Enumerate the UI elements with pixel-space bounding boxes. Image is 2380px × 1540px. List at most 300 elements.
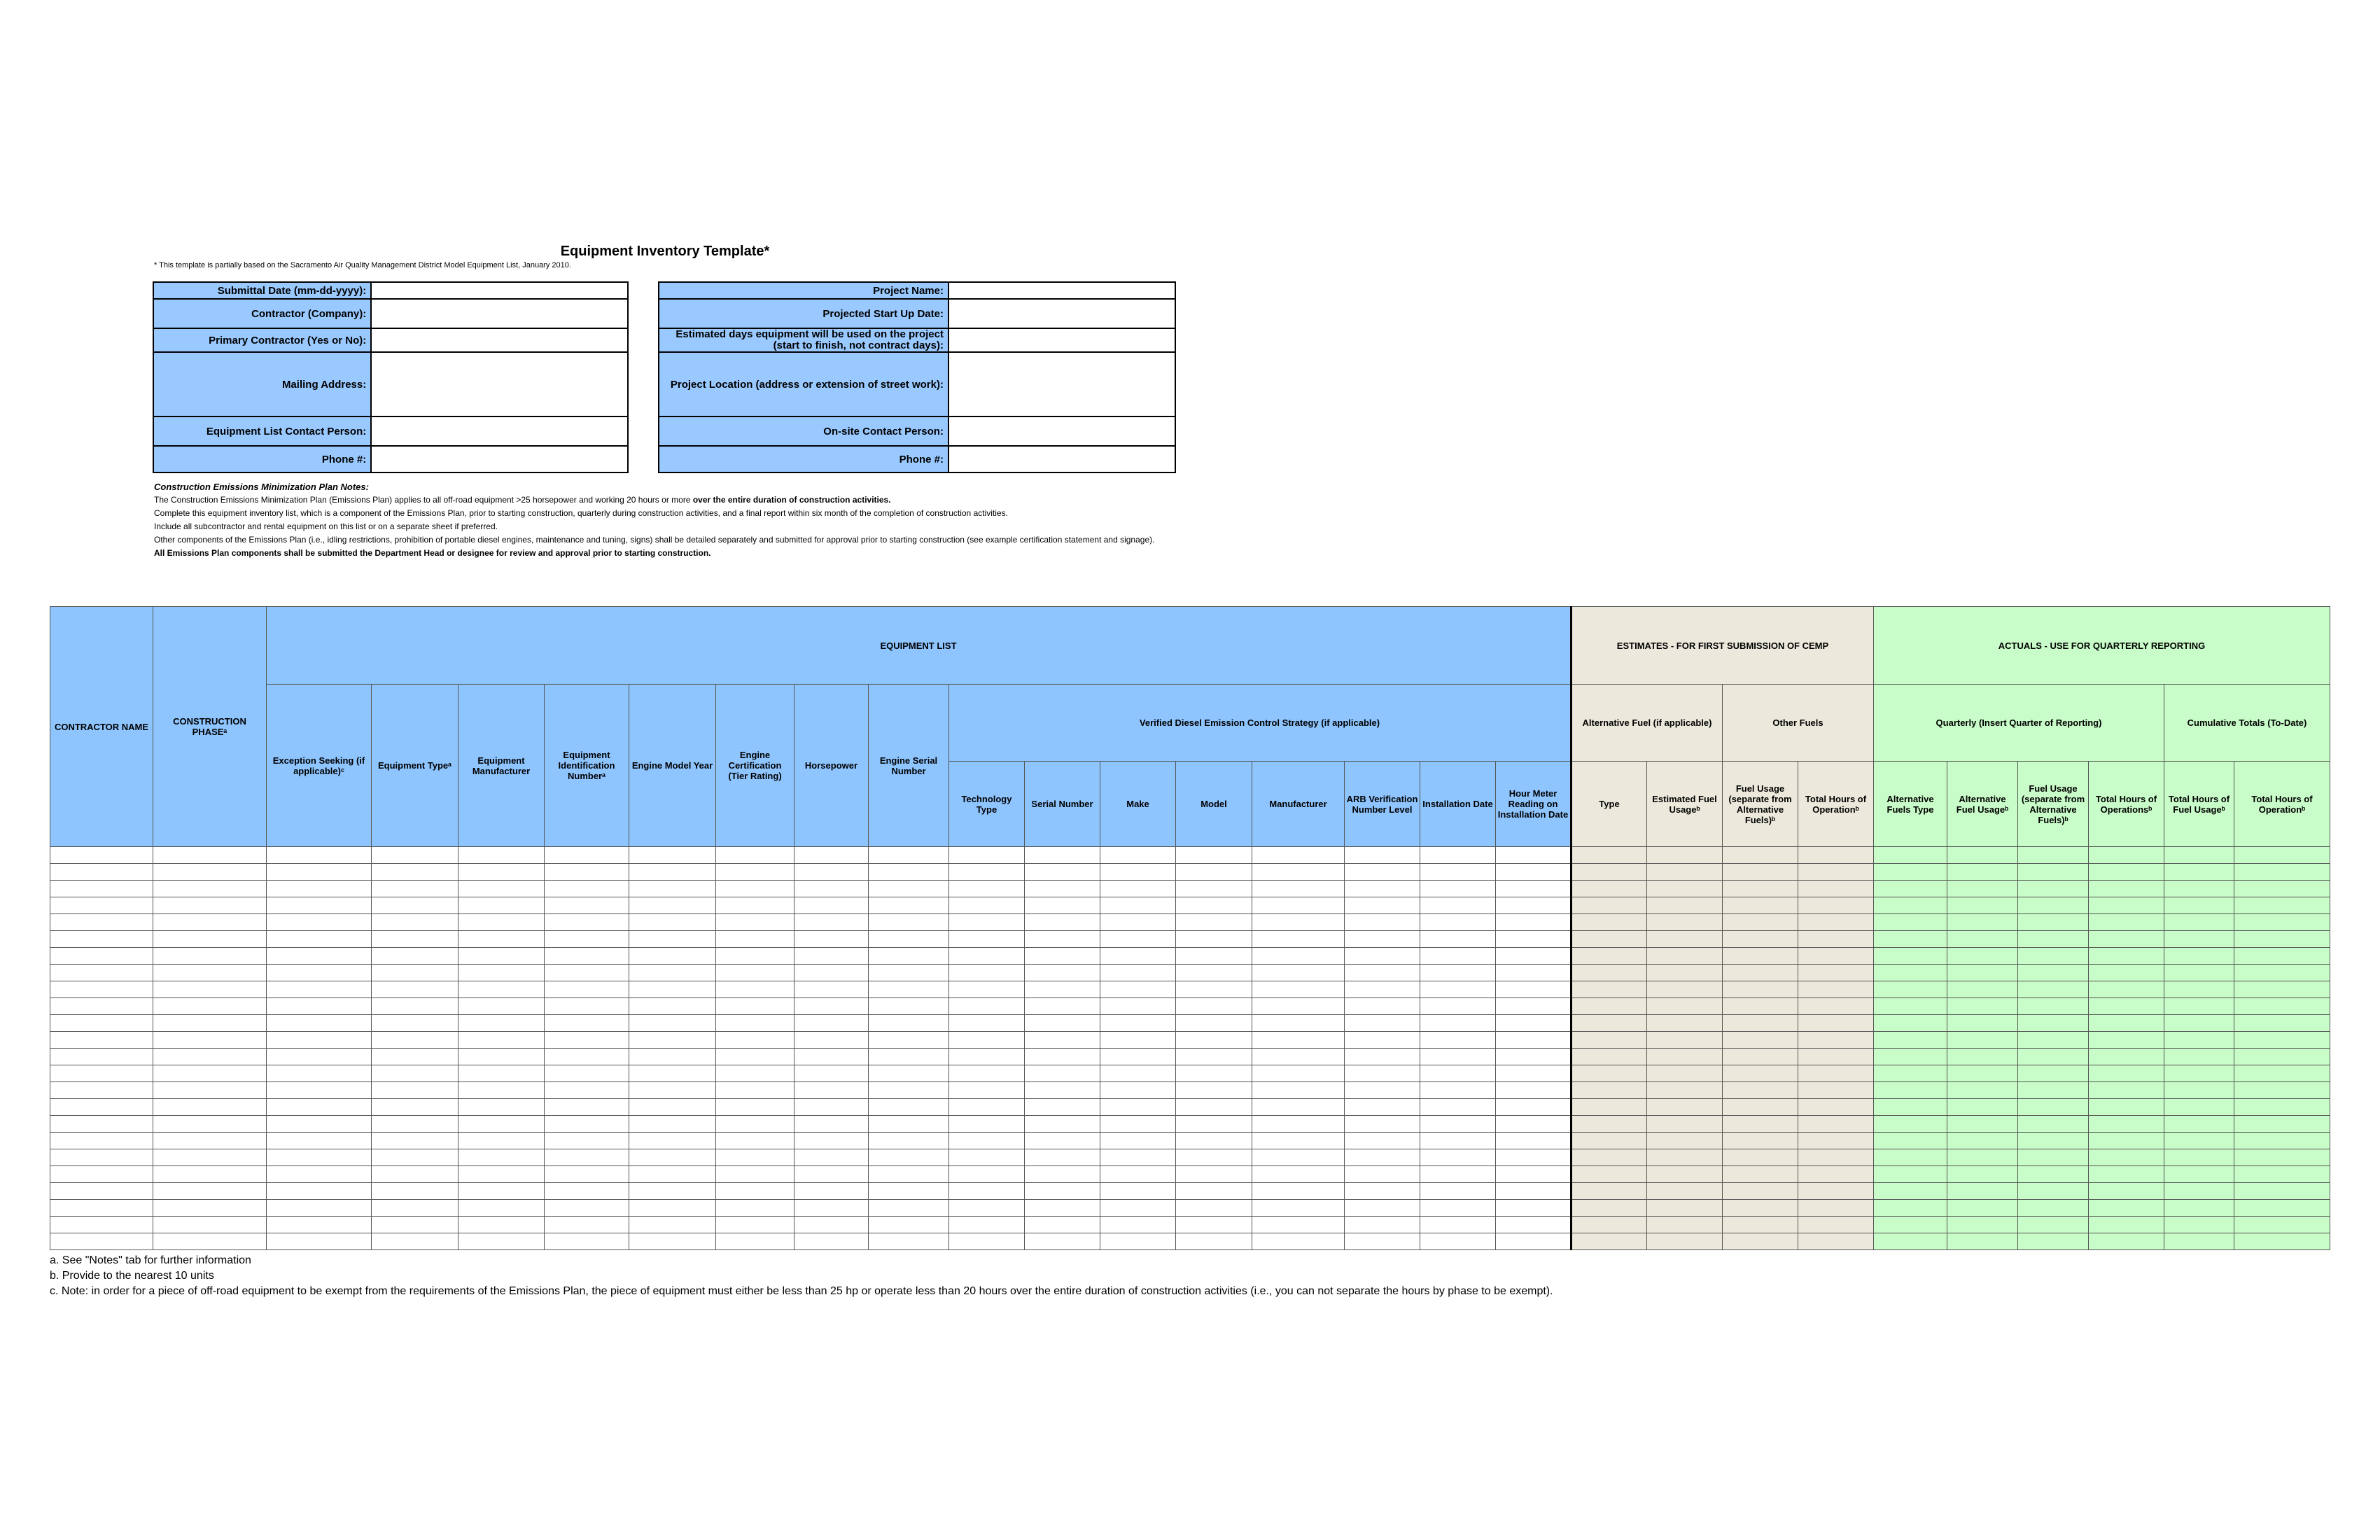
table-cell[interactable] [1798,948,1874,965]
table-cell[interactable] [1647,881,1723,897]
table-cell[interactable] [629,1015,716,1032]
table-cell[interactable] [1345,1183,1420,1200]
table-cell[interactable] [1100,1149,1176,1166]
table-cell[interactable] [1723,1200,1798,1217]
table-cell[interactable] [1723,1217,1798,1233]
table-cell[interactable] [545,914,629,931]
table-cell[interactable] [1647,1233,1723,1250]
table-cell[interactable] [1100,1183,1176,1200]
table-cell[interactable] [629,1099,716,1116]
table-cell[interactable] [1572,1015,1647,1032]
table-cell[interactable] [1252,864,1345,881]
table-cell[interactable] [1420,1166,1496,1183]
table-cell[interactable] [372,1099,458,1116]
table-cell[interactable] [153,1233,267,1250]
table-cell[interactable] [1798,1049,1874,1065]
table-cell[interactable] [2234,1166,2330,1183]
table-cell[interactable] [153,998,267,1015]
table-cell[interactable] [2164,1133,2234,1149]
table-cell[interactable] [1723,1116,1798,1133]
table-cell[interactable] [545,1065,629,1082]
table-cell[interactable] [372,864,458,881]
table-cell[interactable] [949,1133,1025,1149]
table-cell[interactable] [629,847,716,864]
table-cell[interactable] [267,1049,372,1065]
table-cell[interactable] [458,1183,545,1200]
table-cell[interactable] [1176,1217,1252,1233]
table-cell[interactable] [1176,1133,1252,1149]
table-cell[interactable] [1572,1032,1647,1049]
table-cell[interactable] [267,948,372,965]
table-cell[interactable] [1100,1032,1176,1049]
table-cell[interactable] [716,1032,794,1049]
table-cell[interactable] [1025,1082,1100,1099]
table-cell[interactable] [1647,1166,1723,1183]
table-cell[interactable] [2164,965,2234,981]
table-cell[interactable] [716,1200,794,1217]
table-cell[interactable] [1723,1099,1798,1116]
table-cell[interactable] [2164,1217,2234,1233]
table-cell[interactable] [629,1082,716,1099]
table-cell[interactable] [1798,864,1874,881]
table-cell[interactable] [2089,1149,2164,1166]
table-cell[interactable] [2089,948,2164,965]
table-cell[interactable] [1572,1183,1647,1200]
table-cell[interactable] [1345,1233,1420,1250]
table-cell[interactable] [794,931,869,948]
table-cell[interactable] [949,1082,1025,1099]
table-cell[interactable] [50,864,153,881]
table-cell[interactable] [1874,897,1947,914]
table-cell[interactable] [1100,1217,1176,1233]
table-cell[interactable] [1420,1015,1496,1032]
table-cell[interactable] [1176,948,1252,965]
table-cell[interactable] [1420,931,1496,948]
table-cell[interactable] [1947,1015,2018,1032]
table-cell[interactable] [949,1166,1025,1183]
table-cell[interactable] [1798,1183,1874,1200]
table-cell[interactable] [1572,864,1647,881]
table-cell[interactable] [949,1183,1025,1200]
table-cell[interactable] [1176,897,1252,914]
table-cell[interactable] [629,1116,716,1133]
table-cell[interactable] [1496,847,1572,864]
project-name-field[interactable] [948,282,1175,299]
table-cell[interactable] [1252,1149,1345,1166]
table-cell[interactable] [1345,948,1420,965]
table-cell[interactable] [267,981,372,998]
table-cell[interactable] [153,864,267,881]
table-cell[interactable] [2164,1065,2234,1082]
table-cell[interactable] [2089,1015,2164,1032]
table-cell[interactable] [1176,864,1252,881]
table-cell[interactable] [716,981,794,998]
table-cell[interactable] [545,1166,629,1183]
table-cell[interactable] [1100,981,1176,998]
table-cell[interactable] [1647,1116,1723,1133]
table-cell[interactable] [1345,1166,1420,1183]
table-cell[interactable] [372,881,458,897]
table-cell[interactable] [794,1133,869,1149]
table-cell[interactable] [545,1116,629,1133]
table-cell[interactable] [1100,914,1176,931]
table-cell[interactable] [1947,1166,2018,1183]
table-cell[interactable] [2234,1065,2330,1082]
table-cell[interactable] [1874,948,1947,965]
table-cell[interactable] [153,1032,267,1049]
table-cell[interactable] [1947,847,2018,864]
table-cell[interactable] [1874,1133,1947,1149]
table-cell[interactable] [372,1217,458,1233]
table-cell[interactable] [267,897,372,914]
table-cell[interactable] [2234,998,2330,1015]
table-cell[interactable] [2234,948,2330,965]
table-cell[interactable] [1100,847,1176,864]
table-cell[interactable] [949,864,1025,881]
table-cell[interactable] [794,1099,869,1116]
table-cell[interactable] [1798,1200,1874,1217]
table-cell[interactable] [1947,1133,2018,1149]
table-cell[interactable] [1723,965,1798,981]
table-cell[interactable] [949,1099,1025,1116]
table-cell[interactable] [153,948,267,965]
table-cell[interactable] [629,897,716,914]
table-cell[interactable] [1176,931,1252,948]
table-cell[interactable] [1025,981,1100,998]
table-cell[interactable] [372,981,458,998]
table-cell[interactable] [2164,931,2234,948]
table-cell[interactable] [545,1015,629,1032]
table-cell[interactable] [1496,864,1572,881]
table-cell[interactable] [1176,847,1252,864]
table-cell[interactable] [545,965,629,981]
table-cell[interactable] [1572,847,1647,864]
table-cell[interactable] [1025,1200,1100,1217]
table-cell[interactable] [1176,1233,1252,1250]
table-cell[interactable] [458,965,545,981]
contractor-company-field[interactable] [371,299,628,328]
table-cell[interactable] [545,998,629,1015]
table-cell[interactable] [1252,931,1345,948]
table-cell[interactable] [267,1233,372,1250]
table-cell[interactable] [2089,1065,2164,1082]
table-cell[interactable] [545,1099,629,1116]
table-cell[interactable] [2164,1233,2234,1250]
table-cell[interactable] [1496,1217,1572,1233]
table-cell[interactable] [1798,881,1874,897]
table-cell[interactable] [1572,998,1647,1015]
table-cell[interactable] [1496,1200,1572,1217]
table-cell[interactable] [1947,1116,2018,1133]
table-cell[interactable] [2089,931,2164,948]
table-cell[interactable] [869,1149,949,1166]
table-cell[interactable] [1345,1082,1420,1099]
table-cell[interactable] [545,864,629,881]
table-cell[interactable] [1496,1116,1572,1133]
table-cell[interactable] [1100,998,1176,1015]
table-cell[interactable] [629,1217,716,1233]
table-cell[interactable] [1496,1183,1572,1200]
table-cell[interactable] [794,1082,869,1099]
table-cell[interactable] [629,998,716,1015]
mailing-address-field[interactable] [371,352,628,416]
table-cell[interactable] [1025,1166,1100,1183]
table-cell[interactable] [2234,1149,2330,1166]
table-cell[interactable] [1345,981,1420,998]
table-cell[interactable] [1947,1049,2018,1065]
table-cell[interactable] [1100,1166,1176,1183]
table-cell[interactable] [869,1183,949,1200]
table-cell[interactable] [794,1049,869,1065]
table-cell[interactable] [716,914,794,931]
submittal-date-field[interactable] [371,282,628,299]
table-cell[interactable] [1647,1099,1723,1116]
primary-contractor-field[interactable] [371,328,628,352]
table-cell[interactable] [2089,1183,2164,1200]
table-cell[interactable] [372,1233,458,1250]
table-cell[interactable] [267,1166,372,1183]
table-cell[interactable] [50,1015,153,1032]
table-cell[interactable] [1252,998,1345,1015]
table-cell[interactable] [794,1200,869,1217]
projected-start-date-field[interactable] [948,299,1175,328]
table-cell[interactable] [1947,881,2018,897]
table-cell[interactable] [716,1166,794,1183]
table-cell[interactable] [1420,881,1496,897]
table-cell[interactable] [1345,1015,1420,1032]
table-cell[interactable] [545,948,629,965]
table-cell[interactable] [1874,914,1947,931]
table-cell[interactable] [458,897,545,914]
table-cell[interactable] [1025,965,1100,981]
table-cell[interactable] [1798,1065,1874,1082]
table-cell[interactable] [153,1133,267,1149]
table-cell[interactable] [1647,847,1723,864]
table-cell[interactable] [2018,1032,2089,1049]
table-cell[interactable] [869,1233,949,1250]
table-cell[interactable] [50,931,153,948]
table-cell[interactable] [372,1116,458,1133]
table-cell[interactable] [2164,1032,2234,1049]
table-cell[interactable] [629,1133,716,1149]
table-cell[interactable] [545,847,629,864]
table-cell[interactable] [869,1217,949,1233]
table-cell[interactable] [1420,914,1496,931]
table-cell[interactable] [2164,864,2234,881]
table-cell[interactable] [1025,1032,1100,1049]
table-cell[interactable] [1798,998,1874,1015]
table-cell[interactable] [2018,931,2089,948]
table-cell[interactable] [2089,881,2164,897]
table-cell[interactable] [1176,965,1252,981]
table-cell[interactable] [1496,1015,1572,1032]
table-cell[interactable] [794,998,869,1015]
table-cell[interactable] [1874,1166,1947,1183]
table-cell[interactable] [1947,864,2018,881]
table-cell[interactable] [2234,981,2330,998]
table-cell[interactable] [629,1233,716,1250]
table-cell[interactable] [1874,864,1947,881]
table-cell[interactable] [50,998,153,1015]
table-cell[interactable] [545,931,629,948]
table-cell[interactable] [949,1149,1025,1166]
table-cell[interactable] [1100,1082,1176,1099]
table-cell[interactable] [794,881,869,897]
table-cell[interactable] [1176,1149,1252,1166]
table-cell[interactable] [1100,897,1176,914]
table-cell[interactable] [267,1149,372,1166]
table-cell[interactable] [2018,1015,2089,1032]
table-cell[interactable] [1025,998,1100,1015]
table-cell[interactable] [869,1049,949,1065]
table-cell[interactable] [1798,1166,1874,1183]
table-cell[interactable] [794,1015,869,1032]
table-cell[interactable] [1420,948,1496,965]
table-cell[interactable] [1647,1200,1723,1217]
table-cell[interactable] [1345,1200,1420,1217]
table-cell[interactable] [1345,897,1420,914]
table-cell[interactable] [869,998,949,1015]
table-cell[interactable] [1496,914,1572,931]
table-cell[interactable] [545,1200,629,1217]
table-cell[interactable] [50,1032,153,1049]
table-cell[interactable] [458,864,545,881]
table-cell[interactable] [869,1099,949,1116]
table-cell[interactable] [1572,897,1647,914]
table-cell[interactable] [1025,1149,1100,1166]
table-cell[interactable] [545,981,629,998]
table-cell[interactable] [1025,881,1100,897]
table-cell[interactable] [1723,1133,1798,1149]
table-cell[interactable] [50,1217,153,1233]
table-cell[interactable] [1874,1015,1947,1032]
table-cell[interactable] [716,948,794,965]
table-cell[interactable] [267,1032,372,1049]
table-cell[interactable] [372,1065,458,1082]
table-cell[interactable] [372,1015,458,1032]
table-cell[interactable] [1723,864,1798,881]
table-cell[interactable] [153,1082,267,1099]
table-cell[interactable] [1572,1200,1647,1217]
table-cell[interactable] [629,1149,716,1166]
table-cell[interactable] [629,948,716,965]
table-cell[interactable] [458,1133,545,1149]
table-cell[interactable] [716,931,794,948]
table-cell[interactable] [629,1032,716,1049]
table-cell[interactable] [267,1116,372,1133]
table-cell[interactable] [1647,948,1723,965]
table-cell[interactable] [1798,914,1874,931]
table-cell[interactable] [153,1065,267,1082]
table-cell[interactable] [1420,965,1496,981]
table-cell[interactable] [1874,847,1947,864]
table-cell[interactable] [1723,1049,1798,1065]
table-cell[interactable] [2164,1200,2234,1217]
table-cell[interactable] [629,881,716,897]
table-cell[interactable] [1874,1032,1947,1049]
table-cell[interactable] [949,847,1025,864]
table-cell[interactable] [2089,864,2164,881]
table-cell[interactable] [153,1049,267,1065]
table-cell[interactable] [1252,1082,1345,1099]
table-cell[interactable] [153,1149,267,1166]
table-cell[interactable] [1025,1217,1100,1233]
table-cell[interactable] [1100,931,1176,948]
table-cell[interactable] [794,914,869,931]
table-cell[interactable] [869,1032,949,1049]
table-cell[interactable] [1345,1133,1420,1149]
table-cell[interactable] [1252,1166,1345,1183]
table-cell[interactable] [1252,1049,1345,1065]
table-cell[interactable] [1572,1166,1647,1183]
table-cell[interactable] [2018,1200,2089,1217]
table-cell[interactable] [1723,981,1798,998]
table-cell[interactable] [153,931,267,948]
table-cell[interactable] [1572,1049,1647,1065]
table-cell[interactable] [2234,965,2330,981]
table-cell[interactable] [949,1217,1025,1233]
table-cell[interactable] [794,1065,869,1082]
table-cell[interactable] [1572,914,1647,931]
table-cell[interactable] [869,948,949,965]
table-cell[interactable] [2234,931,2330,948]
table-cell[interactable] [50,1116,153,1133]
table-cell[interactable] [1176,881,1252,897]
table-cell[interactable] [716,847,794,864]
table-cell[interactable] [50,847,153,864]
table-cell[interactable] [1496,1082,1572,1099]
table-cell[interactable] [794,948,869,965]
table-cell[interactable] [1572,965,1647,981]
table-cell[interactable] [1874,1099,1947,1116]
table-cell[interactable] [153,1200,267,1217]
table-cell[interactable] [869,881,949,897]
table-cell[interactable] [794,1166,869,1183]
table-cell[interactable] [2234,847,2330,864]
table-cell[interactable] [1252,897,1345,914]
table-cell[interactable] [1496,1049,1572,1065]
table-cell[interactable] [1420,864,1496,881]
table-cell[interactable] [1420,1200,1496,1217]
table-cell[interactable] [949,1200,1025,1217]
table-cell[interactable] [2164,1183,2234,1200]
table-cell[interactable] [1496,1032,1572,1049]
table-cell[interactable] [153,847,267,864]
table-cell[interactable] [2089,1217,2164,1233]
table-cell[interactable] [1176,914,1252,931]
table-cell[interactable] [1572,881,1647,897]
table-cell[interactable] [2234,1099,2330,1116]
table-cell[interactable] [1874,998,1947,1015]
table-cell[interactable] [1176,1065,1252,1082]
table-cell[interactable] [545,1049,629,1065]
table-cell[interactable] [372,1149,458,1166]
table-cell[interactable] [1420,1032,1496,1049]
table-cell[interactable] [629,1049,716,1065]
table-cell[interactable] [1947,981,2018,998]
table-cell[interactable] [50,948,153,965]
table-cell[interactable] [2164,998,2234,1015]
table-cell[interactable] [2089,1049,2164,1065]
table-cell[interactable] [50,897,153,914]
table-cell[interactable] [372,897,458,914]
table-cell[interactable] [1252,1099,1345,1116]
table-cell[interactable] [794,1217,869,1233]
table-cell[interactable] [1420,981,1496,998]
table-cell[interactable] [2089,965,2164,981]
table-cell[interactable] [1798,1099,1874,1116]
table-cell[interactable] [794,864,869,881]
